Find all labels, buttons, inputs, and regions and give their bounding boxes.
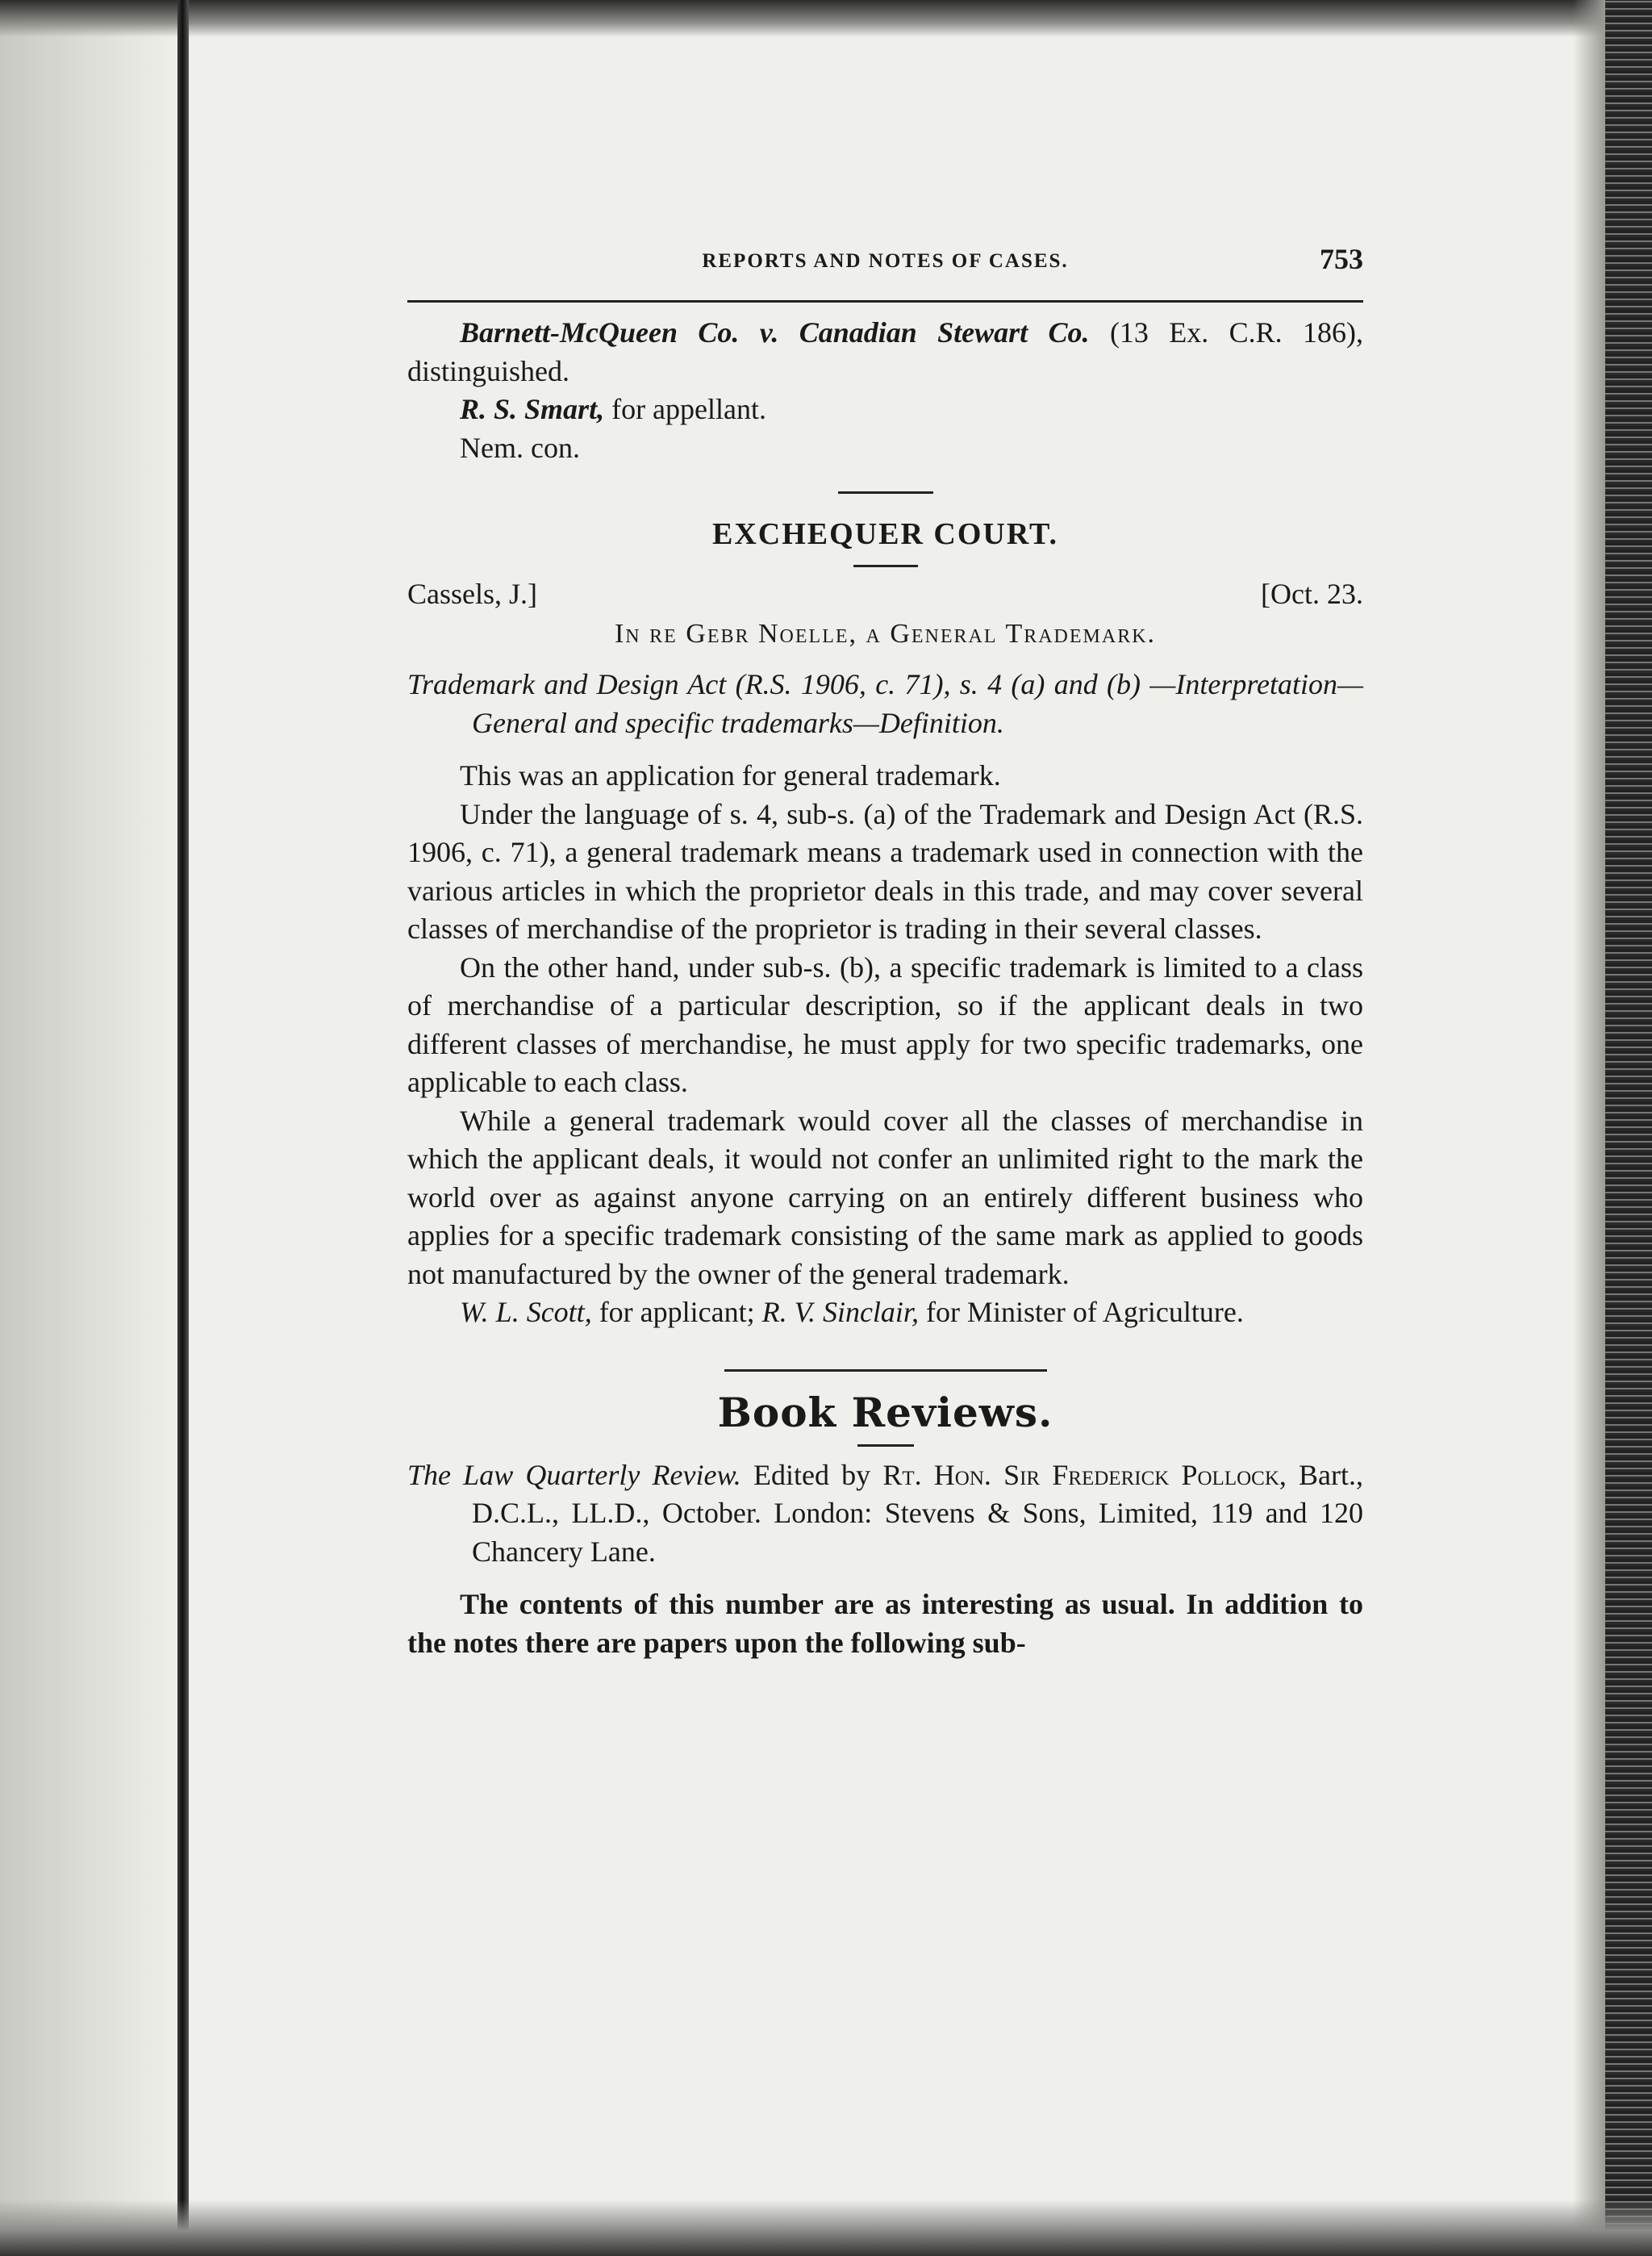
- case-body: [407, 757, 1363, 1332]
- counsel-role: for appellant.: [611, 393, 766, 425]
- distinguished-citation: [407, 314, 1363, 391]
- book-spine-edge: [177, 0, 189, 2256]
- page-stack-edge: [1605, 0, 1652, 2256]
- scan-right-shadow: [1573, 0, 1605, 2256]
- review-entry: [407, 1456, 1363, 1572]
- review-body: The contents of this number are as interesting as usual. In addition to the notes there are papers upon the following sub-: [407, 1588, 1363, 1659]
- minister-counsel: R. V. Sinclair,: [761, 1296, 919, 1328]
- review-edited-by: Edited by: [753, 1458, 871, 1491]
- judge-date-line: [407, 577, 1363, 615]
- decision-date: [Oct. 23.: [1261, 578, 1363, 610]
- applicant-role: for applicant;: [599, 1296, 755, 1328]
- paragraph: This was an application for general trademark.: [460, 759, 1001, 792]
- case-cited: Barnett-McQueen Co. v. Canadian Stewart Co.: [460, 316, 1090, 349]
- review-editor: Rt. Hon. Sir Frederick Pollock: [882, 1458, 1279, 1491]
- book-reviews-top-rule: [724, 1369, 1047, 1372]
- citation-text: (13 Ex. C.R. 186), distinguished.: [407, 316, 1364, 387]
- disposition: Nem. con.: [460, 431, 580, 464]
- counsel-line: [407, 391, 1363, 429]
- book-reviews-heading: Book Reviews.: [717, 1388, 1053, 1436]
- minister-role: for Minister of Agriculture.: [925, 1296, 1244, 1328]
- paragraph: Under the language of s. 4, sub-s. (a) of the Trademark and Design Act (R.S. 1906, c. 71), a general trademark means a trademark used in connection with the various articles in which the proprietor deals in this trade, and may cover several classes of merchandise of the proprietor is trading in their several classes.: [407, 797, 1363, 945]
- page-number: 753: [1320, 243, 1363, 275]
- judge-name: Cassels, J.]: [407, 578, 537, 610]
- running-title: REPORTS AND NOTES OF CASES.: [702, 250, 1069, 272]
- scan-bottom-edge: [0, 2200, 1652, 2256]
- scan-top-edge: [0, 0, 1652, 37]
- headnote: Trademark and Design Act (R.S. 1906, c. 71), s. 4 (a) and (b) —Interpretation—General and specific trademarks—Definition.: [407, 668, 1363, 739]
- counsel-name: R. S. Smart,: [460, 393, 605, 425]
- page-content: [407, 242, 1363, 1662]
- header-rule: [407, 300, 1363, 303]
- scan-left-shadow: [0, 0, 186, 2256]
- case-name: In re Gebr Noelle, a General Trademark.: [614, 619, 1157, 649]
- paragraph: While a general trademark would cover all the classes of merchandise in which the applicant deals, it would not confer an unlimited right to the mark the world over as against anyone carrying on an entirely different business who applies for a specific trademark consisting of the same mark as applied to goods not manufactured by the owner of the general trademark.: [407, 1104, 1363, 1290]
- previous-case-tail: [407, 314, 1363, 467]
- court-heading-rule: [853, 565, 918, 567]
- court-heading: EXCHEQUER COURT.: [712, 517, 1058, 551]
- paragraph: On the other hand, under sub-s. (b), a specific trademark is limited to a class of merchandise of a particular description, so if the applicant deals in two different classes of merchandise, he must apply for two specific trademarks, one applicable to each class.: [407, 950, 1363, 1098]
- section-divider: [838, 491, 933, 494]
- book-reviews-heading-rule: [857, 1444, 914, 1447]
- running-head: [407, 242, 1363, 282]
- review-publisher: , Bart., D.C.L., LL.D., October. London: Stevens & Sons, Limited, 119 and 120 Chancery Lane.: [472, 1458, 1364, 1568]
- counsel-listing: [407, 1293, 1363, 1332]
- review-title: The Law Quarterly Review.: [407, 1458, 741, 1491]
- applicant-counsel: W. L. Scott,: [460, 1296, 592, 1328]
